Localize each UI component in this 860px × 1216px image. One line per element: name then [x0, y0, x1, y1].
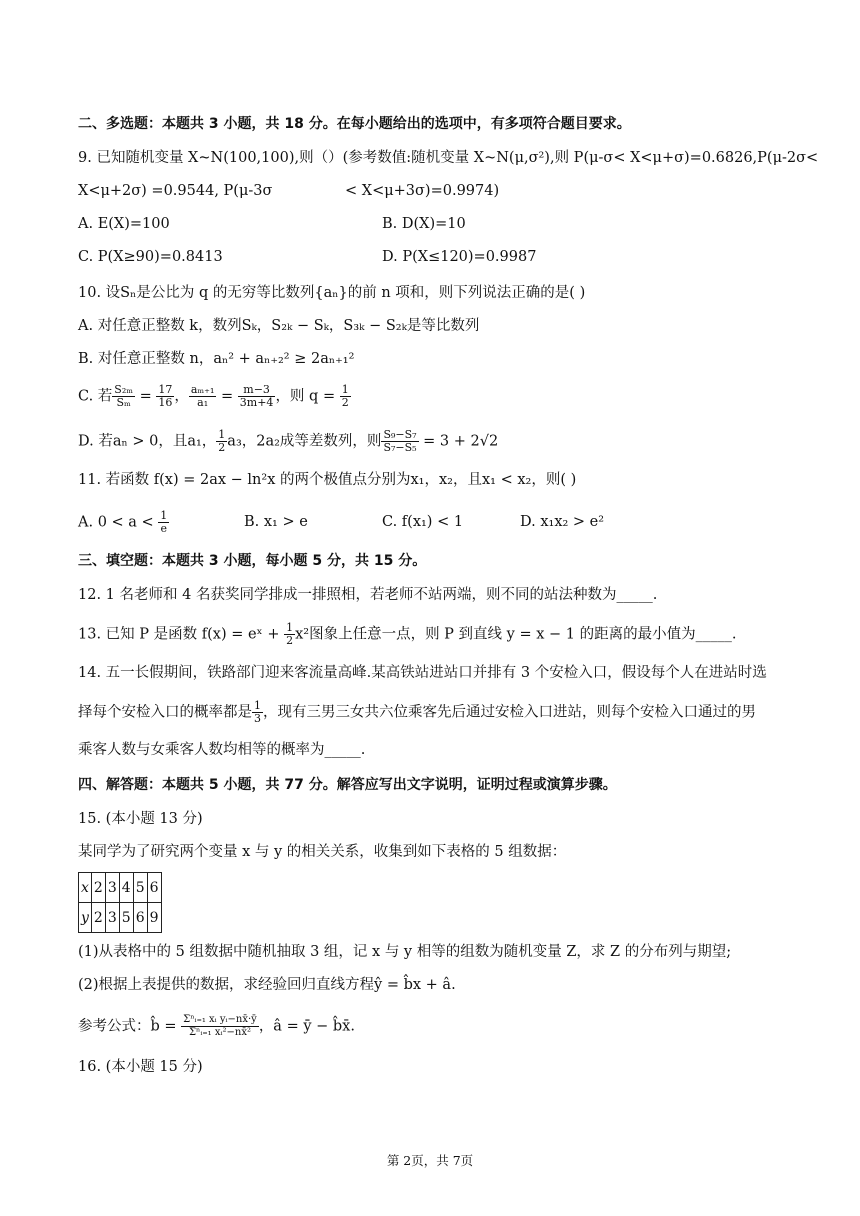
- data-table: [78, 872, 162, 933]
- table-row: [79, 873, 162, 903]
- q11-option-c: C. f(x₁) < 1: [382, 514, 464, 530]
- q15-title: 15. (本小题 13 分): [78, 811, 203, 827]
- table-cell: 2: [91, 903, 105, 933]
- q16-title: 16. (本小题 15 分): [78, 1059, 203, 1075]
- table-cell: 3: [105, 903, 119, 933]
- q9-option-d: D. P(X≤120)=0.9987: [382, 249, 537, 265]
- table-cell: 2: [91, 873, 105, 903]
- fraction: $\frac{1}{2}$: [286, 621, 294, 647]
- q10-stem: 10. 设Sₙ是公比为 q 的无穷等比数列{aₙ}的前 n 项和，则下列说法正确的是( ): [78, 285, 586, 301]
- fraction: $\frac{\text{Σⁿᵢ₌₁ xᵢ yᵢ−nx̄·ȳ}}{\text{Σⁿᵢ₌₁ xᵢ²−nx̄²}}$: [183, 1014, 257, 1038]
- table-cell: 5: [119, 903, 133, 933]
- q10-option-c: C. 若 $\frac{\text{S₂ₘ}}{\text{Sₘ}}$ = $\frac{17}{16}$ ， $\frac{\text{aₘ₊₁}}{\text{a₁}}$ = $\frac{m-3}{3m+4}$ ，则 q = $\frac{1}{2}$: [78, 383, 349, 409]
- q9-stem-line1: 9. 已知随机变量 X~N(100,100),则（）(参考数值:随机变量 X~N(μ,σ²),则 P(μ-σ< X<μ+σ)=0.6826,P(μ-2σ<: [78, 150, 819, 166]
- table-cell: 3: [105, 873, 119, 903]
- q15-intro: 某同学为了研究两个变量 x 与 y 的相关关系，收集到如下表格的 5 组数据：: [78, 844, 567, 860]
- table-cell: 6: [147, 873, 161, 903]
- fraction: $\frac{m-3}{3m+4}$: [239, 383, 274, 409]
- section-heading-solution: 四、解答题：本题共 5 小题，共 77 分。解答应写出文字说明，证明过程或演算步骤。: [78, 777, 617, 793]
- table-row: [79, 903, 162, 933]
- q14-stem-line2: 择每个安检入口的概率都是 $\frac{1}{3}$ ，现有三男三女共六位乘客先后通过安检入口进站，则每个安检入口通过的男: [78, 699, 756, 725]
- section-heading-fill-blank: 三、填空题：本题共 3 小题，每小题 5 分，共 15 分。: [78, 553, 427, 569]
- q12-stem: 12. 1 名老师和 4 名获奖同学排成一排照相，若老师不站两端，则不同的站法种数为_____.: [78, 587, 658, 603]
- q15-part1: (1)从表格中的 5 组数据中随机抽取 3 组，记 x 与 y 相等的组数为随机变量 Z，求 Z 的分布列与期望;: [78, 944, 732, 960]
- fraction: $\frac{1}{2}$: [218, 428, 226, 454]
- q15-part2: (2)根据上表提供的数据，求经验回归直线方程ŷ = b̂x + â.: [78, 977, 456, 993]
- q11-option-a: A. 0 < a < $\frac{1}{e}$: [78, 509, 168, 535]
- table-cell: 9: [147, 903, 161, 933]
- q11-stem: 11. 若函数 f(x) = 2ax − ln²x 的两个极值点分别为x₁，x₂，且x₁ < x₂，则( ): [78, 472, 577, 488]
- q14-stem-line1: 14. 五一长假期间，铁路部门迎来客流量高峰.某高铁站进站口并排有 3 个安检入口，假设每个人在进站时选: [78, 665, 767, 681]
- fraction: $\frac{1}{e}$: [160, 509, 168, 535]
- table-cell: y: [79, 903, 92, 933]
- table-cell: 4: [119, 873, 133, 903]
- q15-reference-formula: 参考公式：b̂ = $\frac{\text{Σⁿᵢ₌₁ xᵢ yᵢ−nx̄·ȳ}}{\text{Σⁿᵢ₌₁ xᵢ²−nx̄²}}$ ，â = ȳ − b̂x̄.: [78, 1014, 355, 1038]
- q10-option-d: D. 若aₙ > 0，且a₁， $\frac{1}{2}$ a₃，2a₂成等差数列，则 $\frac{\text{S₉−S₇}}{\text{S₇−S₅}}$ = 3 + 2√2: [78, 428, 499, 454]
- fraction: $\frac{1}{3}$: [254, 699, 261, 725]
- q13-stem: 13. 已知 P 是函数 f(x) = eˣ + $\frac{1}{2}$ x²图象上任意一点，则 P 到直线 y = x − 1 的距离的最小值为_____.: [78, 621, 737, 647]
- table-cell: x: [79, 873, 92, 903]
- q11-option-d: D. x₁x₂ > e²: [520, 514, 605, 530]
- q9-option-b: B. D(X)=10: [382, 216, 466, 232]
- table-cell: 6: [133, 903, 147, 933]
- fraction: $\frac{17}{16}$: [158, 383, 173, 409]
- q9-option-c: C. P(X≥90)=0.8413: [78, 249, 223, 265]
- table-cell: 5: [133, 873, 147, 903]
- page-footer: 第 2页，共 7页: [386, 1153, 474, 1168]
- q9-stem-line2a: X<μ+2σ) =0.9544, P(μ-3σ: [78, 183, 273, 199]
- q11-option-b: B. x₁ > e: [244, 514, 308, 530]
- q10-option-a: A. 对任意正整数 k，数列Sₖ，S₂ₖ − Sₖ，S₃ₖ − S₂ₖ是等比数列: [78, 318, 480, 334]
- q14-stem-line3: 乘客人数与女乘客人数均相等的概率为_____.: [78, 742, 366, 758]
- q10-option-b: B. 对任意正整数 n，aₙ² + aₙ₊₂² ≥ 2aₙ₊₁²: [78, 351, 355, 367]
- fraction: $\frac{1}{2}$: [341, 383, 349, 409]
- fraction: $\frac{\text{S₉−S₇}}{\text{S₇−S₅}}$: [383, 428, 417, 454]
- q9-stem-line2b: < X<μ+3σ)=0.9974): [345, 183, 500, 199]
- fraction: $\frac{\text{aₘ₊₁}}{\text{a₁}}$: [190, 383, 215, 409]
- section-heading-multi-choice: 二、多选题：本题共 3 小题，共 18 分。在每小题给出的选项中，有多项符合题目要求。: [78, 116, 631, 132]
- fraction: $\frac{\text{S₂ₘ}}{\text{Sₘ}}$: [114, 383, 133, 409]
- q9-option-a: A. E(X)=100: [78, 216, 170, 232]
